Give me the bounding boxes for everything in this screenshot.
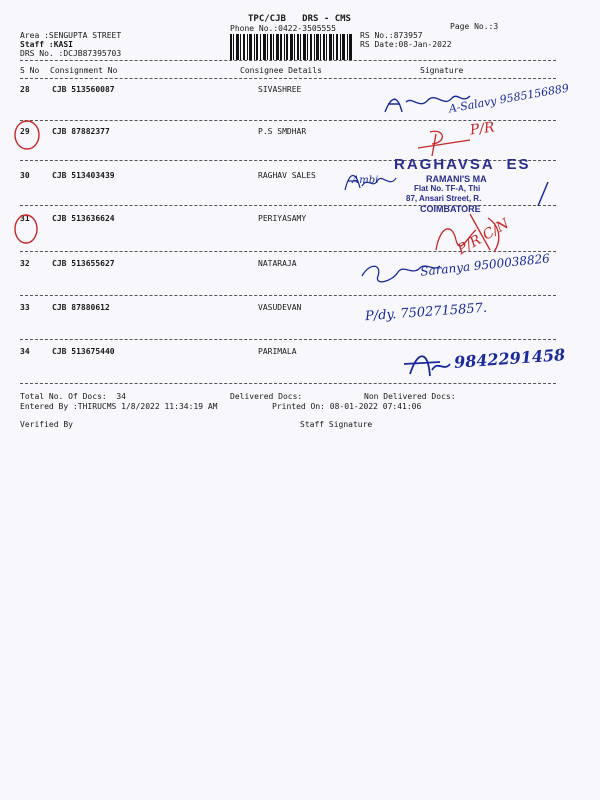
company-stamp xyxy=(390,156,560,216)
signature-row34 xyxy=(404,356,450,376)
red-circle-29 xyxy=(15,121,39,149)
col-consignee: Consignee Details xyxy=(240,66,322,75)
handwriting-row28: A-Salavy 9585156889 xyxy=(447,81,570,116)
non-delivered-docs: Non Delivered Docs: xyxy=(364,392,456,401)
handwriting-row34: 9842291458 xyxy=(453,345,566,372)
handwriting-row32: Saranya 9500038826 xyxy=(419,251,551,279)
row-sno: 30 xyxy=(20,171,30,180)
row-consignment: CJB 513655627 xyxy=(52,259,115,268)
handwriting-row33: P/dy. 7502715857. xyxy=(364,300,488,325)
row-sno: 31 xyxy=(20,214,30,223)
row-consignee: SIVASHREE xyxy=(258,85,302,94)
stamp-line3: Flat No. TF-A, Thi xyxy=(414,184,481,193)
row-consignment: CJB 87880612 xyxy=(52,303,110,312)
stamp-line5: COIMBATORE xyxy=(420,204,481,214)
drs-number: DRS No. :DCJB87395703 xyxy=(20,49,122,58)
area: Area :SENGUPTA STREET xyxy=(20,31,122,40)
phone-number: Phone No.:0422-3505555 xyxy=(230,24,336,33)
stamp-line2: RAMANI'S MA xyxy=(426,174,487,184)
row-consignment: CJB 87882377 xyxy=(52,127,110,136)
handwriting-row30: Ambi xyxy=(352,175,379,186)
staff: Staff :KASI xyxy=(20,40,73,49)
handwriting-row31: P/R C/N xyxy=(454,215,513,259)
delivered-docs: Delivered Docs: xyxy=(230,392,303,401)
row-consignee: VASUDEVAN xyxy=(258,303,302,312)
row-consignment: CJB 513403439 xyxy=(52,171,115,180)
total-docs: Total No. Of Docs: 34 xyxy=(20,392,126,401)
rs-number: RS No.:873957 xyxy=(360,31,423,40)
col-consignment: Consignment No xyxy=(50,66,118,75)
col-signature: Signature xyxy=(420,66,464,75)
row-consignment: CJB 513675440 xyxy=(52,347,115,356)
row-consignee: NATARAJA xyxy=(258,259,297,268)
verified-by: Verified By xyxy=(20,420,73,429)
page-number: Page No.:3 xyxy=(450,22,499,31)
row-consignee: PARIMALA xyxy=(258,347,297,356)
row-sno: 32 xyxy=(20,259,30,268)
col-sno: S No xyxy=(20,66,40,75)
row-consignee: PERIYASAMY xyxy=(258,214,307,223)
report-title: TPC/CJB DRS - CMS xyxy=(248,14,351,24)
row-sno: 34 xyxy=(20,347,30,356)
row-consignee: RAGHAV SALES xyxy=(258,171,316,180)
row-sno: 28 xyxy=(20,85,30,94)
stamp-line1: RAGHAVSA ES xyxy=(394,156,531,173)
rs-date: RS Date:08-Jan-2022 xyxy=(360,40,452,49)
red-circle-31 xyxy=(15,215,37,243)
row-consignment: CJB 513636624 xyxy=(52,214,115,223)
printed-on: Printed On: 08-01-2022 07:41:06 xyxy=(272,402,422,411)
stamp-line4: 87, Ansari Street, R. xyxy=(406,194,482,203)
staff-signature-label: Staff Signature xyxy=(300,420,373,429)
row-consignment: CJB 513560087 xyxy=(52,85,115,94)
row-sno: 33 xyxy=(20,303,30,312)
row-consignee: P.S SMDHAR xyxy=(258,127,307,136)
row-sno: 29 xyxy=(20,127,30,136)
handwriting-row29: P/R xyxy=(469,119,496,139)
red-strike-29 xyxy=(418,131,470,156)
entered-by: Entered By :THIRUCMS 1/8/2022 11:34:19 AM xyxy=(20,402,218,411)
